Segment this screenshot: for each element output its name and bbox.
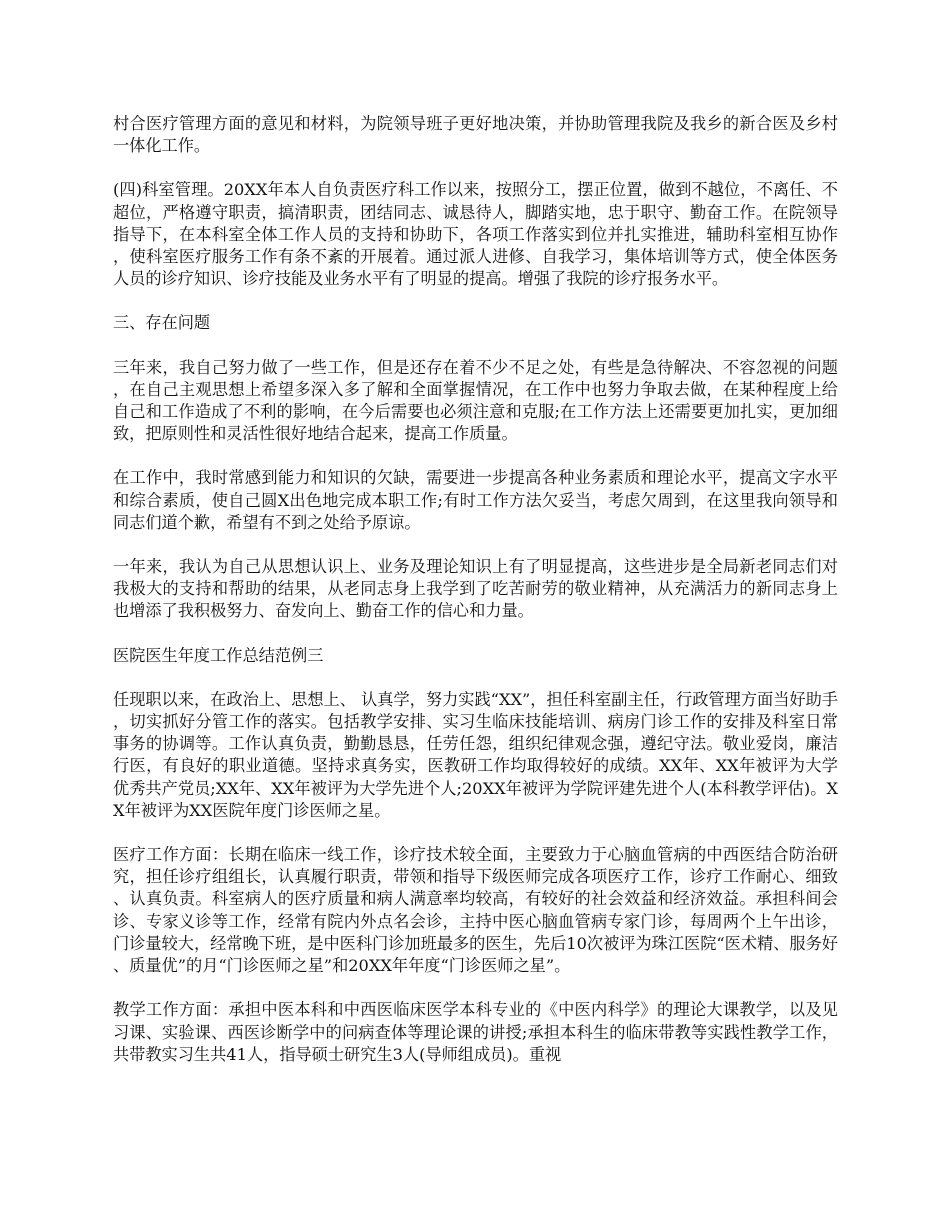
paragraph-three-years-shortcomings: 三年来，我自己努力做了一些工作，但是还存在着不少不足之处，有些是急待解决、不容忽视的问题，在自己主观思想上希望多深入多了解和全面掌握情况，在工作中也努力争取去做，在某种程度上给自己和工作造成了不利的影响，在今后需要也必须注意和克服;在工作方法上还需要更加扎实，更加细致，把原则性和灵活性很好地结合起来，提高工作质量。 [113,357,838,444]
section-heading-existing-problems: 三、存在问题 [113,313,211,333]
paragraph-ability-knowledge: 在工作中，我时常感到能力和知识的欠缺，需要进一步提高各种业务素质和理论水平，提高文字水平和综合素质，使自己圆X出色地完成本职工作;有时工作方法欠妥当，考虑欠周到，在这里我向领导和同志们道个歉，希望有不到之处给予原谅。 [113,468,838,532]
paragraph-rural-medical-management: 村合医疗管理方面的意见和材料，为院领导班子更好地决策，并协助管理我院及我乡的新合医及乡村一体化工作。 [113,114,838,156]
paragraph-current-position: 任现职以来，在政治上、思想上、 认真学，努力实践“XX”，担任科室副主任，行政管理方面当好助手，切实抓好分管工作的落实。包括教学安排、实习生临床技能培训、病房门诊工作的安排及科室日常事务的协调等。工作认真负责，勤勤恳恳，任劳任怨，组织纪律观念强，遵纪守法。敬业爱岗，廉洁行医，有良好的职业道德。坚持求真务实，医教研工作均取得较好的成绩。XX年、XX年被评为大学优秀共产党员;XX年、XX年被评为大学先进个人;20XX年被评为学院评建先进个人(本科教学评估)。XX年被评为XX医院年度门诊医师之星。 [113,689,838,820]
document-body [113,113,838,1066]
paragraph-teaching-work: 教学工作方面：承担中医本科和中西医临床医学本科专业的《中医内科学》的理论大课教学，以及见习课、实验课、西医诊断学中的问病查体等理论课的讲授;承担本科生的临床带教等实践性教学工作，共带教实习生共41人，指导硕士研究生3人(导师组成员)。重视 [113,1000,838,1064]
paragraph-medical-work: 医疗工作方面：长期在临床一线工作，诊疗技术较全面，主要致力于心脑血管病的中西医结合防治研究，担任诊疗组组长，认真履行职责，带领和指导下级医师完成各项医疗工作，诊疗工作耐心、细致、认真负责。科室病人的医疗质量和病人满意率均较高，有较好的社会效益和经济效益。承担科间会诊、专家义诊等工作，经常有院内外点名会诊，主持中医心脑血管病专家门诊，每周两个上午出诊，门诊量较大，经常晚下班，是中医科门诊加班最多的医生，先后10次被评为珠江医院“医术精、服务好、质量优”的月“门诊医师之星”和20XX年年度“门诊医师之星”。 [113,845,838,976]
paragraph-one-year-progress: 一年来，我认为自己从思想认识上、业务及理论知识上有了明显提高，这些进步是全局新老同志们对我极大的支持和帮助的结果，从老同志身上我学到了吃苦耐劳的敬业精神，从充满活力的新同志身上也增添了我积极努力、奋发向上、勤奋工作的信心和力量。 [113,557,838,621]
section-heading-example-three: 医院医生年度工作总结范例三 [113,645,324,665]
paragraph-department-management: (四)科室管理。20XX年本人自负责医疗科工作以来，按照分工，摆正位置，做到不越位，不离任、不超位，严格遵守职责，搞清职责，团结同志、诚恳待人，脚踏实地，忠于职守、勤奋工作。在院领导指导下，在本科室全体工作人员的支持和协助下，各项工作落实到位并扎实推进，辅助科室相互协作，使科室医疗服务工作有条不紊的开展着。通过派人进修、自我学习，集体培训等方式，使全体医务人员的诊疗知识、诊疗技能及业务水平有了明显的提高。增强了我院的诊疗报务水平。 [113,180,838,289]
